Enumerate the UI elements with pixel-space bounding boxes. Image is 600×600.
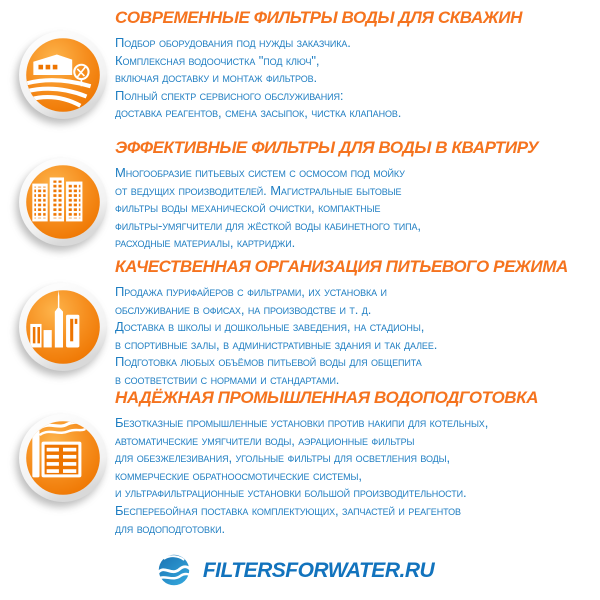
factory-icon <box>17 412 109 504</box>
body-line: Полный спектр сервисного обслуживания: <box>115 87 344 103</box>
body-line: Подготовка любых объёмов питьевой воды для общепита <box>115 354 422 370</box>
section-apartment-filters <box>0 138 600 252</box>
body-line: автоматические умягчители воды, аэрационные фильтры <box>115 432 415 448</box>
section-heading: ЭФФЕКТИВНЫЕ ФИЛЬТРЫ ДЛЯ ВОДЫ В КВАРТИРУ <box>115 138 539 157</box>
section-industrial-water <box>0 388 600 537</box>
body-line: фильтры-умягчители для жёсткой воды кабинетного типа, <box>115 217 421 233</box>
body-line: в соответствии с нормами и стандартами. <box>115 371 340 387</box>
body-line: Бесперебойная поставка комплектующих, запчастей и реагентов <box>115 502 461 518</box>
body-line: Доставка в школы и дошкольные заведения, на стадионы, <box>115 319 425 335</box>
site-logo[interactable] <box>0 551 594 591</box>
body-line: доставка реагентов, смена засыпок, чистка клапанов. <box>115 105 402 121</box>
section-body <box>115 34 596 122</box>
section-body <box>115 414 596 537</box>
body-line: фильтры воды механической очистки, компактные <box>115 200 381 216</box>
water-wave-globe-icon <box>154 551 194 591</box>
farm-well-icon <box>17 29 109 121</box>
body-line: Многообразие питьевых систем с осмосом под мойку <box>115 165 405 180</box>
body-line: коммерческие обратноосмотические системы, <box>115 467 362 483</box>
body-line: от ведущих производителей. Магистральные бытовые <box>115 182 402 198</box>
body-line: включая доставку и монтаж фильтров. <box>115 70 318 86</box>
body-line: и ультрафильтрационные установки большой производительности. <box>115 485 467 501</box>
body-line: Продажа пурифайеров с фильтрами, их установка и <box>115 284 387 299</box>
body-line: Комплексная водоочистка "под ключ", <box>115 52 320 68</box>
body-line: в спортивные залы, в административные здания и так далее. <box>115 336 438 352</box>
section-body <box>115 164 596 252</box>
body-line: Подбор оборудования под нужды заказчика. <box>115 35 351 50</box>
section-well-filters <box>0 8 600 122</box>
section-heading: НАДЁЖНАЯ ПРОМЫШЛЕННАЯ ВОДОПОДГОТОВКА <box>115 388 539 407</box>
body-line: расходные материалы, картриджи. <box>115 235 296 251</box>
section-drinking-regime <box>0 257 600 389</box>
apartment-buildings-icon <box>17 156 109 248</box>
section-heading: КАЧЕСТВЕННАЯ ОРГАНИЗАЦИЯ ПИТЬЕВОГО РЕЖИМА <box>115 257 568 276</box>
section-heading: СОВРЕМЕННЫЕ ФИЛЬТРЫ ВОДЫ ДЛЯ СКВАЖИН <box>115 8 522 27</box>
body-line: для обезжелезивания, угольные фильтры для осветления воды, <box>115 450 451 466</box>
body-line: обслуживание в офисах, на производстве и т. д. <box>115 301 372 317</box>
city-skyline-icon <box>17 281 109 373</box>
body-line: для водоподготовки. <box>115 520 225 536</box>
body-line: Безотказные промышленные установки против накипи для котельных, <box>115 415 489 430</box>
section-body <box>115 283 596 389</box>
site-url: FILTERSFORWATER.RU <box>202 559 435 582</box>
